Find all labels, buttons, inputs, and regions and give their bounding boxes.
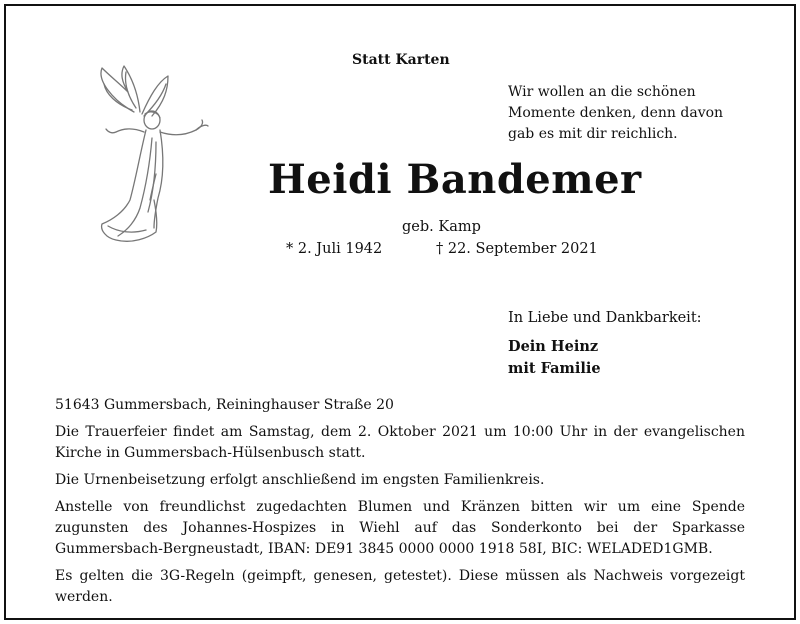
quote-line: Momente denken, denn davon bbox=[508, 105, 724, 121]
deceased-name: Heidi Bandemer bbox=[268, 156, 642, 203]
birth-date: * 2. Juli 1942 bbox=[286, 241, 383, 257]
memorial-quote bbox=[508, 82, 723, 145]
death-date: † 22. September 2021 bbox=[436, 241, 598, 257]
paragraph-funeral: Die Trauerfeier findet am Samstag, dem 2. Oktober 2021 um 10:00 Uhr in der evangelischen Kirche in Gummersbach-Hülsenbusch statt. bbox=[55, 424, 745, 461]
header-statt-karten: Statt Karten bbox=[352, 52, 450, 68]
maiden-name: geb. Kamp bbox=[402, 219, 481, 235]
signatory: Dein Heinz bbox=[508, 338, 599, 355]
signatories bbox=[508, 336, 601, 380]
obituary-details bbox=[55, 395, 745, 614]
paragraph-rules: Es gelten die 3G-Regeln (geimpft, genesen, getestet). Diese müssen als Nachweis vorgezeigt werden. bbox=[55, 568, 745, 605]
quote-line: gab es mit dir reichlich. bbox=[508, 126, 678, 142]
angel-icon bbox=[72, 62, 222, 248]
closing-phrase: In Liebe und Dankbarkeit: bbox=[508, 310, 702, 326]
paragraph-burial: Die Urnenbeisetzung erfolgt anschließend im engsten Familienkreis. bbox=[55, 472, 545, 488]
quote-line: Wir wollen an die schönen bbox=[508, 84, 696, 100]
address: 51643 Gummersbach, Reininghauser Straße 20 bbox=[55, 397, 394, 413]
signatory: mit Familie bbox=[508, 360, 601, 377]
paragraph-donation: Anstelle von freundlichst zugedachten Blumen und Kränzen bitten wir um eine Spende zugunsten des Johannes-Hospizes in Wiehl auf das Sonderkonto bei der Sparkasse Gummersbach-Bergneustadt, IBAN: DE91 3845 0000 0000 1918 58I, BIC: WELADED1GMB. bbox=[55, 499, 745, 557]
